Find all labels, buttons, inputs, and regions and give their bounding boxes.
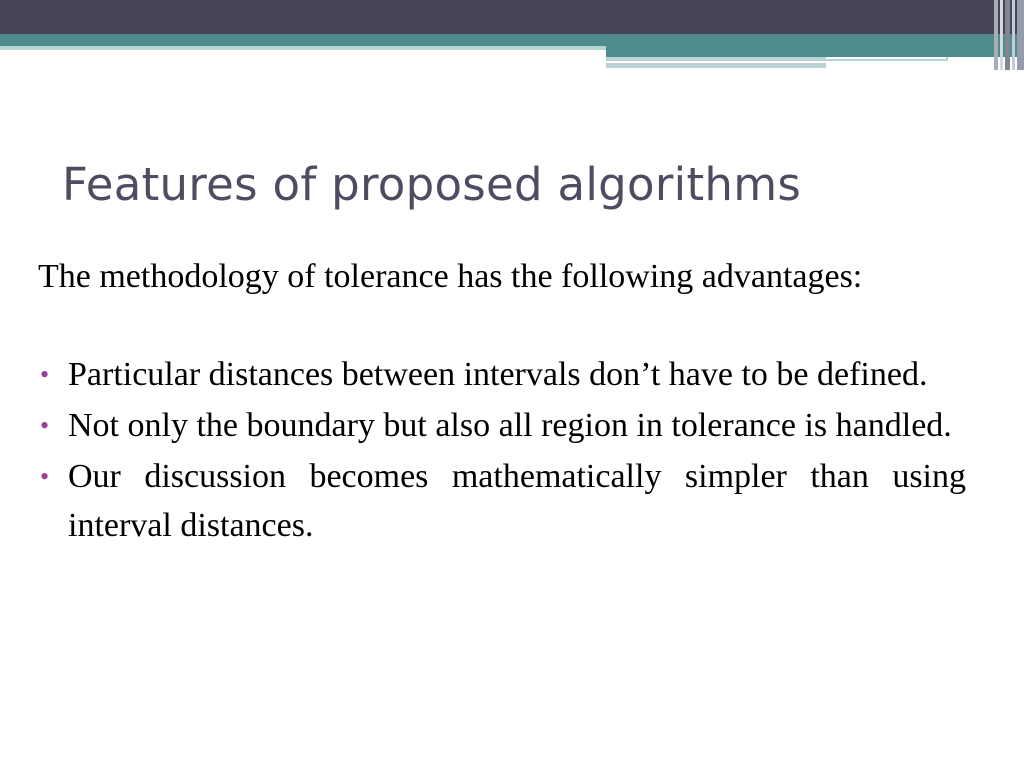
paragraph-spacer bbox=[38, 301, 966, 350]
bullet-icon: • bbox=[40, 411, 50, 440]
bullet-list bbox=[38, 350, 966, 550]
bullet-item bbox=[38, 401, 966, 450]
header-band-teal-right bbox=[606, 46, 1024, 57]
bullet-text: Not only the boundary but also all region in tolerance is handled. bbox=[68, 407, 952, 444]
header-band-teal bbox=[0, 34, 1024, 46]
slide-body bbox=[38, 252, 966, 552]
bullet-icon: • bbox=[40, 360, 50, 389]
bullet-item bbox=[38, 452, 966, 550]
header-band-light-left bbox=[0, 46, 606, 50]
bullet-text: Our discussion becomes mathematically simpler than using interval distances. bbox=[68, 458, 966, 544]
header-band-dark bbox=[0, 0, 1024, 34]
header-band-light-right-lower bbox=[606, 63, 826, 68]
bullet-text: Particular distances between intervals don’t have to be defined. bbox=[68, 356, 928, 393]
bullet-icon: • bbox=[40, 462, 50, 491]
bullet-item bbox=[38, 350, 966, 399]
intro-paragraph: The methodology of tolerance has the following advantages: bbox=[38, 258, 863, 295]
header-band-white-line bbox=[826, 57, 946, 59]
header-edge-stripes bbox=[994, 0, 1024, 70]
slide-title: Features of proposed algorithms bbox=[62, 158, 802, 211]
